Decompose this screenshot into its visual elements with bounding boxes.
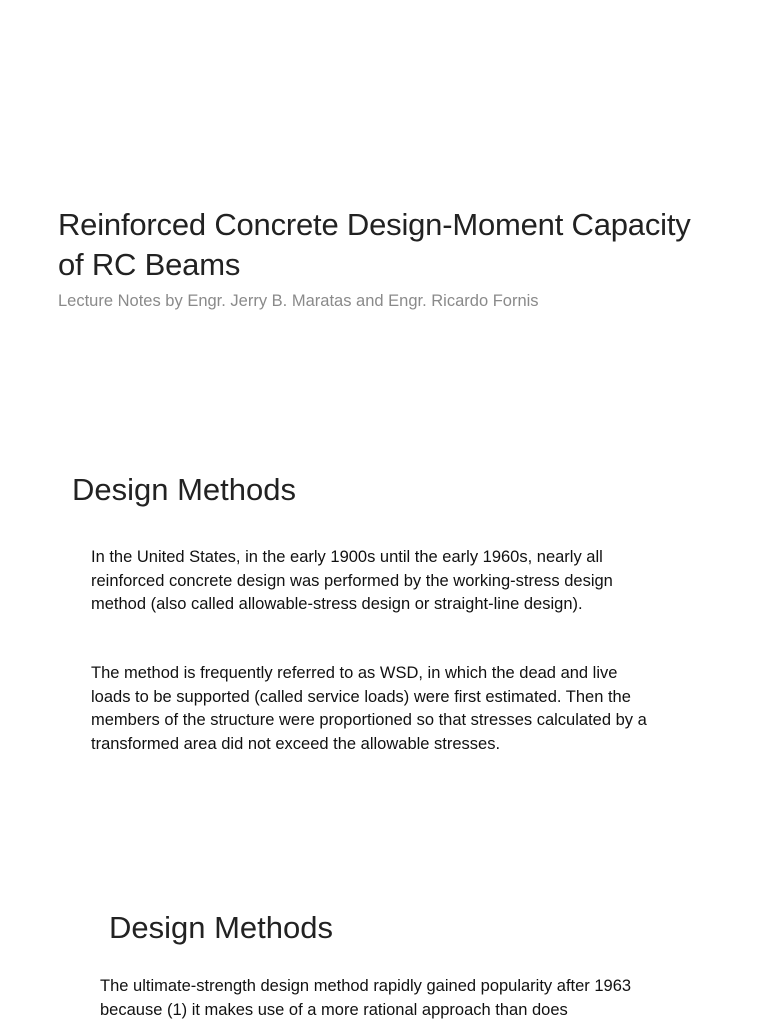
- body-paragraph: The method is frequently referred to as WSD, in which the dead and live loads to be supported (called service loads) were first estimated. Then the members of the structure were proportioned so that stresses calculated by a transformed area did not exceed the allowable stresses.: [91, 664, 647, 753]
- slide-heading: Design Methods: [109, 910, 334, 945]
- body-paragraph: In the United States, in the early 1900s until the early 1960s, nearly all reinforced concrete design was performed by the working-stress design method (also called allowable-stress design or straight-line design).: [91, 548, 613, 613]
- content-slide: [0, 860, 768, 1024]
- slide-subtitle: Lecture Notes by Engr. Jerry B. Maratas and Engr. Ricardo Fornis: [58, 292, 539, 310]
- content-slide: [0, 430, 768, 860]
- slide-title: Reinforced Concrete Design-Moment Capacity of RC Beams: [58, 207, 691, 282]
- body-paragraph: The ultimate-strength design method rapidly gained popularity after 1963 because (1) it makes use of a more rational approach than does: [100, 977, 632, 1019]
- title-slide: [0, 0, 768, 430]
- slide-heading: Design Methods: [72, 472, 297, 507]
